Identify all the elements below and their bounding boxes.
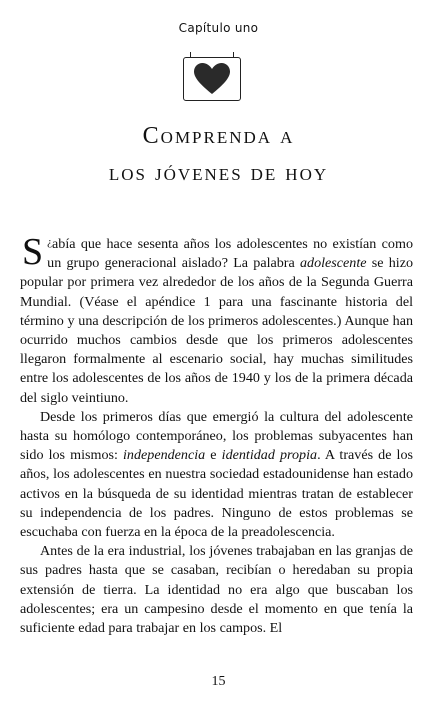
chapter-body [20,233,413,638]
heart-ornament-frame [183,57,241,101]
paragraph-text: Desde los primeros días que emergió la cultura del adolescente hasta su homólogo contemporáneo, los problemas subyacentes han sido los mismos: [20,408,413,464]
paragraph-text: se hizo popular por primera vez alrededor de los años de la Segunda Guerra Mundial. (Véase el apéndice 1 para una fascinante historia del término y una descripción de los primeros adolescentes.) Aunque han ocurrido muchos cambios desde que los primeros adolescentes llegaron formalmente al escenario social, hay muchas similitudes entre los adolescentes de los años de 1940 y los de la primera década del siglo veintiuno. [20,255,413,406]
paragraph-1 [20,233,413,408]
paragraph-text: abía que hace sesenta años los adolescentes no existían como un grupo generacional aislado? La palabra [47,236,413,272]
emphasized-term: adolescente [300,255,367,272]
emphasized-term: independencia [123,447,206,464]
heart-icon [193,62,231,96]
page-number: 15 [211,674,226,689]
emphasized-term: identidad propia [221,447,318,464]
chapter-label: Capítulo uno [178,21,259,35]
chapter-title-line-1: Comprenda a [142,123,295,149]
paragraph-text: Antes de la era industrial, los jóvenes trabajaban en las granjas de sus padres hasta que se casaban, recibían o heredaban su propia extensión de tierra. La identidad no era algo que buscaban los adolescentes; era un campesino desde el momento en que tenía la suficiente edad para trabajar en los campos. El [20,543,413,637]
chapter-title-line-2: los jóvenes de hoy [108,160,329,186]
paragraph-2 [20,408,413,542]
paragraph-text: . A través de los años, los adolescentes en nuestra sociedad estadounidense han estado activos en la búsqueda de su identidad mientras tratan de establecer su independencia de los padres. Ninguno de estos problemas se escuchaba con fuerza en la época de la preadolescencia. [20,447,413,541]
paragraph-text: e [205,447,222,464]
drop-cap-letter: S [22,231,44,273]
paragraph-3 [20,542,413,638]
inverted-question-mark: ¿ [47,236,53,248]
